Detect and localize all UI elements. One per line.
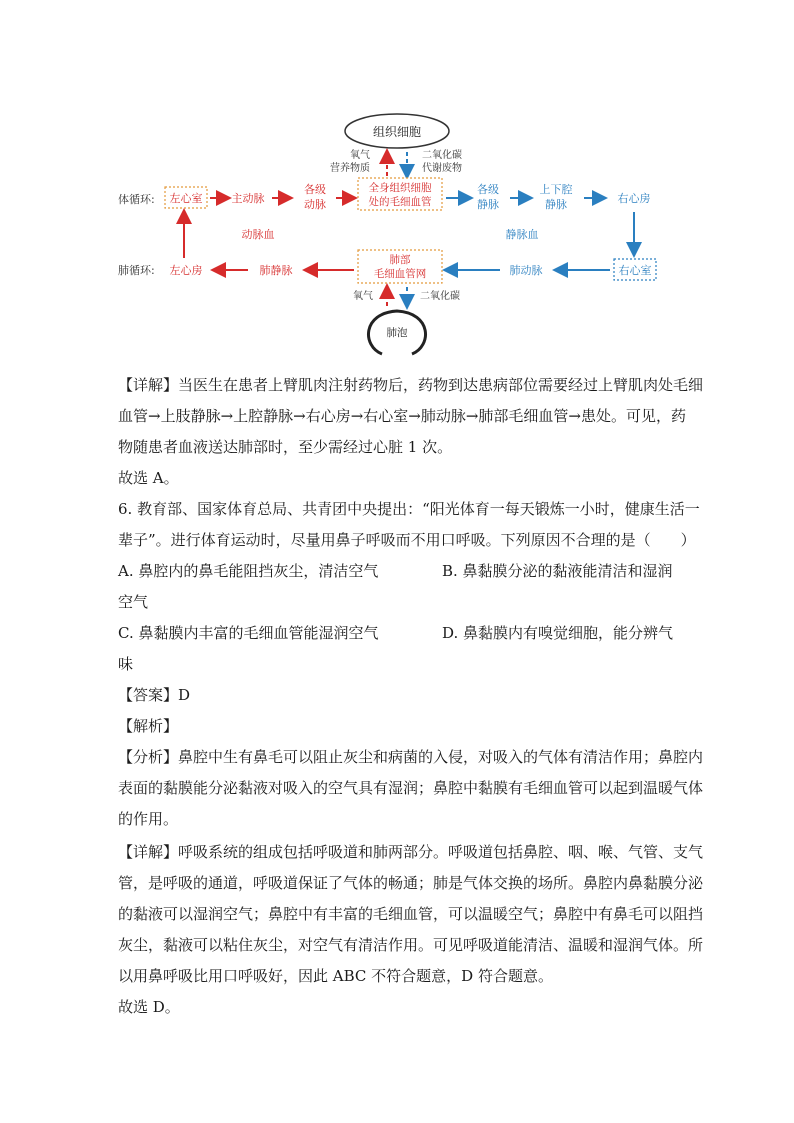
answer-line: 【答案】D (118, 686, 191, 704)
detail-line-4: 灰尘，黏液可以粘住灰尘，对空气有清洁作用。可见呼吸道能清洁、温暖和湿润气体。所 (118, 936, 704, 954)
detail-line-2: 管，是呼吸的通道，呼吸道保证了气体的畅通；肺是气体交换的场所。鼻腔内鼻黏膜分泌 (118, 874, 704, 892)
arterial-blood-label: 动脉血 (241, 228, 275, 241)
detail-prev-line-1: 【详解】当医生在患者上臂肌肉注射药物后，药物到达患病部位需要经过上臂肌肉处毛细 (118, 376, 704, 394)
tissue-cell-label: 组织细胞 (372, 125, 422, 139)
analysis-head: 【解析】 (118, 717, 179, 735)
option-d: D. 鼻黏膜内有嗅觉细胞，能分辨气 (442, 624, 674, 642)
detail-line-5: 以用鼻呼吸比用口呼吸好，因此 ABC 不符合题意，D 符合题意。 (118, 967, 553, 985)
left-ventricle-label: 左心室 (169, 192, 203, 205)
option-b-continued: 空气 (118, 593, 149, 611)
oxygen-label-top: 氧气 (350, 150, 370, 161)
option-c: C. 鼻黏膜内丰富的毛细血管能湿润空气 (118, 624, 379, 642)
circulation-diagram (110, 108, 680, 363)
venous-blood-label: 静脉血 (505, 228, 539, 241)
alveolus-label: 肺泡 (386, 327, 408, 339)
body-capillaries-label-2: 处的毛细血管 (368, 196, 432, 208)
final-answer: 故选 D。 (118, 998, 180, 1016)
vena-cava-label-1: 上下腔 (539, 183, 573, 196)
detail-prev-line-2: 血管→上肢静脉→上腔静脉→右心房→右心室→肺动脉→肺部毛细血管→患处。可见，药 (118, 407, 686, 425)
oxygen-label-bottom: 氧气 (353, 291, 373, 302)
co2-label-bottom: 二氧化碳 (420, 291, 460, 302)
pulmonary-vein-label: 肺静脉 (259, 264, 293, 277)
detail-line-1: 【详解】呼吸系统的组成包括呼吸道和肺两部分。呼吸道包括鼻腔、咽、喉、气管、支气 (118, 843, 704, 861)
analysis-line-2: 表面的黏膜能分泌黏液对吸入的空气具有湿润；鼻腔中黏膜有毛细血管可以起到温暖气体 (118, 779, 704, 797)
lung-capillaries-label-2: 毛细血管网 (373, 268, 427, 280)
pulmonary-artery-label: 肺动脉 (509, 264, 543, 277)
option-d-continued: 味 (118, 655, 134, 673)
body-capillaries-label-1: 全身组织细胞 (368, 182, 432, 194)
right-atrium-label: 右心房 (617, 192, 651, 205)
vena-cava-label-2: 静脉 (545, 198, 567, 211)
answer-prev: 故选 A。 (118, 469, 179, 487)
veins-label-2: 静脉 (477, 198, 499, 211)
co2-label-top: 二氧化碳 (422, 150, 462, 161)
right-ventricle-label: 右心室 (618, 264, 652, 277)
question-line-1: 6. 教育部、国家体育总局、共青团中央提出：“阳光体育一每天锻炼一小时，健康生活一 (118, 500, 700, 518)
veins-label-1: 各级 (477, 183, 499, 196)
option-a: A. 鼻腔内的鼻毛能阻挡灰尘，清洁空气 (118, 562, 379, 580)
detail-line-3: 的黏液可以湿润空气；鼻腔中有丰富的毛细血管，可以温暖空气；鼻腔中有鼻毛可以阻挡 (118, 905, 704, 923)
detail-prev-line-3: 物随患者血液送达肺部时，至少需经过心脏 1 次。 (118, 438, 453, 456)
analysis-line-3: 的作用。 (118, 810, 179, 828)
nutrients-label-top: 营养物质 (330, 163, 370, 174)
arteries-label-1: 各级 (304, 183, 326, 196)
systemic-circulation-label: 体循环: (118, 193, 155, 206)
question-line-2: 辈子”。进行体育运动时，尽量用鼻子呼吸而不用口呼吸。下列原因不合理的是（ ） (118, 531, 696, 549)
option-b: B. 鼻黏膜分泌的黏液能清洁和湿润 (442, 562, 673, 580)
arteries-label-2: 动脉 (304, 198, 326, 211)
lung-capillaries-label-1: 肺部 (389, 254, 411, 266)
left-atrium-label: 左心房 (169, 264, 203, 277)
analysis-line-1: 【分析】鼻腔中生有鼻毛可以阻止灰尘和病菌的入侵，对吸入的气体有清洁作用；鼻腔内 (118, 748, 704, 766)
pulmonary-circulation-label: 肺循环: (118, 264, 155, 277)
waste-label-top: 代谢废物 (422, 163, 462, 174)
aorta-label: 主动脉 (231, 192, 265, 205)
